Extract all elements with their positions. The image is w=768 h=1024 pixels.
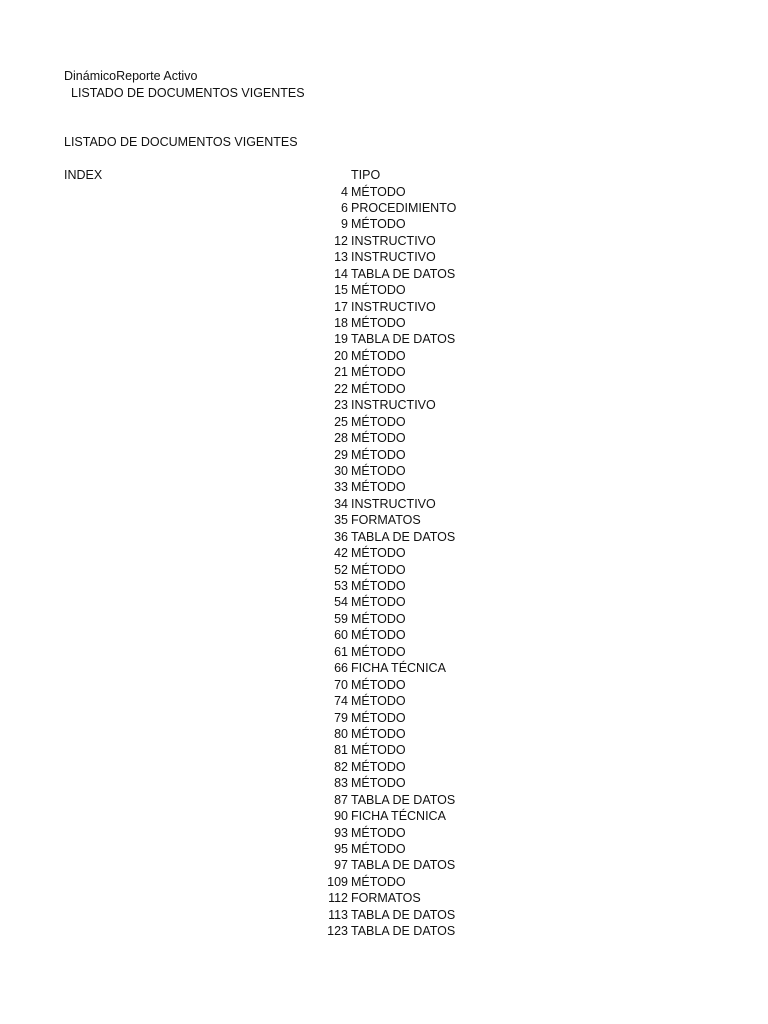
- table-row: [0, 594, 768, 610]
- row-index: 19: [334, 332, 348, 347]
- row-tipo: MÉTODO: [351, 365, 406, 380]
- row-tipo: TABLA DE DATOS: [351, 924, 456, 939]
- table-row: [0, 627, 768, 643]
- table-row: [0, 742, 768, 758]
- row-tipo: FICHA TÉCNICA: [351, 809, 446, 824]
- row-tipo: PROCEDIMIENTO: [351, 200, 457, 215]
- tipo-column-header: TIPO: [351, 168, 381, 182]
- table-row: [0, 364, 768, 380]
- row-tipo: MÉTODO: [351, 447, 406, 462]
- table-row: [0, 578, 768, 594]
- row-tipo: MÉTODO: [351, 414, 406, 429]
- table-row: [0, 907, 768, 923]
- row-tipo: MÉTODO: [351, 743, 406, 758]
- report-subtitle: LISTADO DE DOCUMENTOS VIGENTES: [71, 86, 305, 100]
- row-index: 82: [334, 759, 348, 774]
- row-index: 60: [334, 628, 348, 643]
- row-index: 66: [334, 661, 348, 676]
- row-index: 59: [334, 611, 348, 626]
- row-index: 6: [341, 200, 348, 215]
- row-index: 83: [334, 776, 348, 791]
- row-tipo: MÉTODO: [351, 874, 406, 889]
- row-tipo: MÉTODO: [351, 726, 406, 741]
- table-row: [0, 348, 768, 364]
- row-index: 97: [334, 858, 348, 873]
- table-row: [0, 496, 768, 512]
- row-tipo: MÉTODO: [351, 283, 406, 298]
- row-index: 29: [334, 447, 348, 462]
- table-row: [0, 545, 768, 561]
- row-tipo: MÉTODO: [351, 217, 406, 232]
- table-row: [0, 512, 768, 528]
- row-index: 90: [334, 809, 348, 824]
- row-tipo: INSTRUCTIVO: [351, 398, 436, 413]
- row-tipo: INSTRUCTIVO: [351, 496, 436, 511]
- row-index: 87: [334, 792, 348, 807]
- row-tipo: MÉTODO: [351, 759, 406, 774]
- row-index: 33: [334, 480, 348, 495]
- table-row: [0, 381, 768, 397]
- row-index: 23: [334, 398, 348, 413]
- index-column-header: INDEX: [64, 168, 103, 182]
- row-tipo: MÉTODO: [351, 825, 406, 840]
- row-tipo: MÉTODO: [351, 644, 406, 659]
- row-index: 13: [334, 250, 348, 265]
- table-row: [0, 479, 768, 495]
- row-tipo: MÉTODO: [351, 628, 406, 643]
- row-tipo: MÉTODO: [351, 463, 406, 478]
- row-index: 54: [334, 595, 348, 610]
- row-index: 34: [334, 496, 348, 511]
- row-index: 112: [328, 891, 348, 906]
- table-row: [0, 249, 768, 265]
- row-index: 21: [334, 365, 348, 380]
- table-row: [0, 693, 768, 709]
- row-index: 30: [334, 463, 348, 478]
- row-index: 95: [334, 842, 348, 856]
- table-row: [0, 184, 768, 200]
- row-tipo: MÉTODO: [351, 611, 406, 626]
- table-row: [0, 660, 768, 676]
- row-tipo: INSTRUCTIVO: [351, 299, 436, 314]
- row-tipo: INSTRUCTIVO: [351, 250, 436, 265]
- row-index: 22: [334, 381, 348, 396]
- row-tipo: TABLA DE DATOS: [351, 266, 456, 281]
- table-row: [0, 825, 768, 841]
- table-row: [0, 759, 768, 775]
- table-row: [0, 726, 768, 742]
- report-title: DinámicoReporte Activo: [64, 69, 198, 83]
- row-index: 12: [334, 233, 348, 248]
- table-row: [0, 463, 768, 479]
- row-tipo: TABLA DE DATOS: [351, 858, 456, 873]
- row-index: 25: [334, 414, 348, 429]
- row-tipo: MÉTODO: [351, 842, 406, 856]
- table-row: [0, 414, 768, 430]
- table-row: [0, 710, 768, 726]
- row-tipo: FORMATOS: [351, 891, 421, 906]
- table-row: [0, 430, 768, 446]
- row-index: 28: [334, 431, 348, 446]
- row-index: 109: [327, 874, 348, 889]
- table-row: [0, 923, 768, 939]
- row-index: 70: [334, 677, 348, 692]
- table-row: [0, 677, 768, 693]
- row-index: 35: [334, 513, 348, 528]
- row-index: 113: [328, 907, 348, 922]
- row-index: 36: [334, 529, 348, 544]
- table-row: [0, 299, 768, 315]
- row-index: 14: [334, 266, 348, 281]
- table-row: [0, 233, 768, 249]
- row-tipo: MÉTODO: [351, 562, 406, 577]
- table-row: [0, 792, 768, 808]
- row-tipo: MÉTODO: [351, 381, 406, 396]
- table-row: [0, 611, 768, 627]
- row-index: 4: [341, 184, 348, 199]
- row-tipo: MÉTODO: [351, 348, 406, 363]
- row-index: 93: [334, 825, 348, 840]
- table-row: [0, 890, 768, 906]
- row-tipo: TABLA DE DATOS: [351, 907, 456, 922]
- table-row: [0, 331, 768, 347]
- row-tipo: TABLA DE DATOS: [351, 792, 456, 807]
- row-tipo: FORMATOS: [351, 513, 421, 528]
- table-row: [0, 562, 768, 578]
- row-tipo: MÉTODO: [351, 595, 406, 610]
- row-tipo: MÉTODO: [351, 677, 406, 692]
- table-row: [0, 775, 768, 791]
- row-index: 79: [334, 710, 348, 725]
- section-title: LISTADO DE DOCUMENTOS VIGENTES: [64, 135, 298, 149]
- table-row: [0, 447, 768, 463]
- row-index: 81: [334, 743, 348, 758]
- table-row: [0, 200, 768, 216]
- row-tipo: MÉTODO: [351, 546, 406, 561]
- row-index: 15: [334, 283, 348, 298]
- table-row: [0, 841, 768, 857]
- row-index: 61: [334, 644, 348, 659]
- table-row: [0, 808, 768, 824]
- table-row: [0, 874, 768, 890]
- row-index: 9: [341, 217, 348, 232]
- table-row: [0, 282, 768, 298]
- table-row: [0, 397, 768, 413]
- row-index: 18: [334, 316, 348, 330]
- table-row: [0, 266, 768, 282]
- row-tipo: FICHA TÉCNICA: [351, 661, 446, 676]
- row-index: 80: [334, 726, 348, 741]
- row-tipo: MÉTODO: [351, 184, 406, 199]
- row-tipo: INSTRUCTIVO: [351, 233, 436, 248]
- row-tipo: MÉTODO: [351, 694, 406, 709]
- row-index: 123: [327, 924, 348, 939]
- table-row: [0, 857, 768, 873]
- table-row: [0, 315, 768, 331]
- row-tipo: TABLA DE DATOS: [351, 332, 456, 347]
- row-index: 20: [334, 348, 348, 363]
- row-tipo: MÉTODO: [351, 710, 406, 725]
- table-row: [0, 529, 768, 545]
- row-tipo: TABLA DE DATOS: [351, 529, 456, 544]
- row-tipo: MÉTODO: [351, 776, 406, 791]
- document-list: [0, 184, 768, 940]
- row-index: 17: [334, 299, 348, 314]
- row-index: 74: [334, 694, 348, 709]
- table-row: [0, 644, 768, 660]
- row-tipo: MÉTODO: [351, 480, 406, 495]
- row-index: 53: [334, 579, 348, 593]
- row-tipo: MÉTODO: [351, 579, 406, 593]
- row-index: 52: [334, 562, 348, 577]
- row-tipo: MÉTODO: [351, 316, 406, 330]
- row-index: 42: [334, 546, 348, 561]
- row-tipo: MÉTODO: [351, 431, 406, 446]
- table-row: [0, 216, 768, 232]
